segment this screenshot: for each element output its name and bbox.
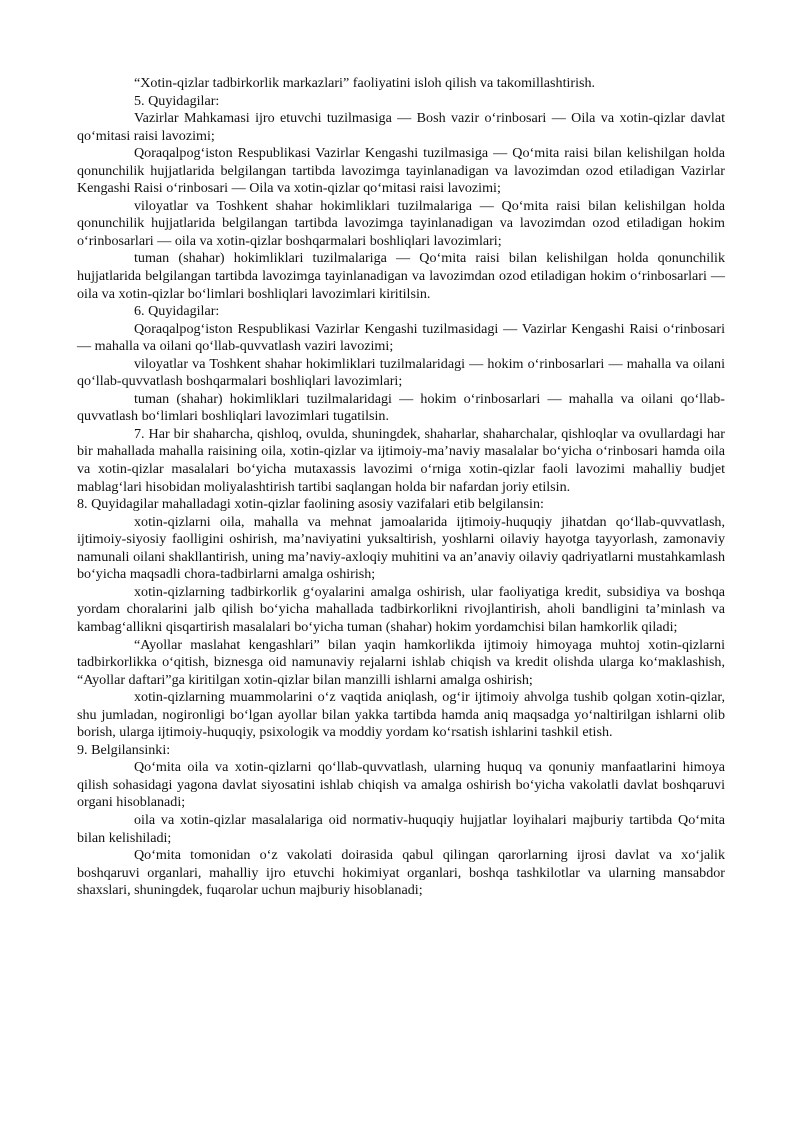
paragraph: 7. Har bir shaharcha, qishloq, ovulda, shuningdek, shaharlar, shaharchalar, qishloqlar va ovullardagi har bir mahallada mahalla raisining oila, xotin-qizlar va ijtimoiy-maʼnaviy masalalar boʻyicha oʻrinbosari hamda oila va xotin-qizlar masalalari boʻyicha mutaxassis lavozimi oʻrniga xotin-qizlar faoli lavozimi mahalliy budjet mablagʻlari hisobidan moliyalashtirish tartibi saqlangan holda bir nafardan joriy etilsin. — [77, 425, 725, 495]
document-page — [77, 75, 725, 900]
paragraph: viloyatlar va Toshkent shahar hokimliklari tuzilmalariga — Qoʻmita raisi bilan kelishilgan holda qonunchilik hujjatlarida belgilangan tartibda lavozimga tayinlanadigan va lavozimdan ozod etiladigan hokim oʻrinbosarlari — oila va xotin-qizlar boshqarmalari boshliqlari lavozimlari; — [77, 197, 725, 249]
paragraph: viloyatlar va Toshkent shahar hokimliklari tuzilmalaridagi — hokim oʻrinbosarlari — mahalla va oilani qoʻllab-quvvatlash boshqarmalari boshliqlari lavozimlari; — [77, 355, 725, 390]
paragraph: tuman (shahar) hokimliklari tuzilmalaridagi — hokim oʻrinbosarlari — mahalla va oilani qoʻllab-quvvatlash boʻlimlari boshliqlari lavozimlari tugatilsin. — [77, 390, 725, 425]
paragraph: oila va xotin-qizlar masalalariga oid normativ-huquqiy hujjatlar loyihalari majburiy tartibda Qoʻmita bilan kelishiladi; — [77, 811, 725, 846]
paragraph: tuman (shahar) hokimliklari tuzilmalariga — Qoʻmita raisi bilan kelishilgan holda qonunchilik hujjatlarida belgilangan tartibda lavozimga tayinlanadigan va lavozimdan ozod etiladigan hokim oʻrinbosarlari — oila va xotin-qizlar boʻlimlari boshliqlari lavozimlari kiritilsin. — [77, 250, 725, 302]
paragraph: “Xotin-qizlar tadbirkorlik markazlari” faoliyatini isloh qilish va takomillashtirish. — [134, 75, 596, 91]
paragraph: Vazirlar Mahkamasi ijro etuvchi tuzilmasiga — Bosh vazir oʻrinbosari — Oila va xotin-qizlar davlat qoʻmitasi raisi lavozimi; — [77, 110, 725, 144]
paragraph: 8. Quyidagilar mahalladagi xotin-qizlar faolining asosiy vazifalari etib belgilansin: — [77, 496, 544, 513]
paragraph: xotin-qizlarning tadbirkorlik gʻoyalarini amalga oshirish, ular faoliyatiga kredit, subsidiya va boshqa yordam choralarini jalb qilish boʻyicha mahallada tadbirkorlikni rivojlantirish, aholi bandligini taʼminlash va kambagʻallikni qisqartirish masalalari boʻyicha tuman (shahar) hokim yordamchisi bilan hamkorlik qiladi; — [77, 583, 725, 635]
paragraph: xotin-qizlarning muammolarini oʻz vaqtida aniqlash, ogʻir ijtimoiy ahvolga tushib qolgan xotin-qizlar, shu jumladan, nogironligi boʻlgan ayollar bilan yakka tartibda hamda aniq maqsadga yoʻnaltirilgan ishlarni olib borish, ularga ijtimoiy-huquqiy, psixologik va moddiy yordam koʻrsatish ishlarini tashkil etish. — [77, 689, 725, 741]
paragraph: Qoʻmita oila va xotin-qizlarni qoʻllab-quvvatlash, ularning huquq va qonuniy manfaatlarini himoya qilish sohasidagi yagona davlat siyosatini ishlab chiqish va amalga oshirish boʻyicha vakolatli davlat boshqaruvi organi hisoblanadi; — [77, 759, 725, 811]
paragraph: 5. Quyidagilar: — [134, 92, 220, 109]
paragraph: xotin-qizlarni oila, mahalla va mehnat jamoalarida ijtimoiy-huquqiy jihatdan qoʻllab-quvvatlash, ijtimoiy-siyosiy faolligini oshirish, maʼnaviyatini yuksaltirish, yoshlarni oilaviy hayotga tayyorlash, zamonaviy namunali oilani shakllantirish, uning maʼnaviy-axloqiy muhitini va anʼanaviy oilaviy qadriyatlarni mustahkamlash boʻyicha maqsadli chora-tadbirlarni amalga oshirish; — [77, 513, 725, 583]
paragraph: Qoraqalpogʻiston Respublikasi Vazirlar Kengashi tuzilmasiga — Qoʻmita raisi bilan kelishilgan holda qonunchilik hujjatlarida belgilangan tartibda lavozimga tayinlanadigan va lavozimdan ozod etiladigan Vazirlar Kengashi Raisi oʻrinbosari — Oila va xotin-qizlar qoʻmitasi raisi lavozimi; — [77, 145, 725, 197]
paragraph: 9. Belgilansinki: — [77, 741, 171, 758]
paragraph: Qoʻmita tomonidan oʻz vakolati doirasida qabul qilingan qarorlarning ijrosi davlat va xoʻjalik boshqaruvi organlari, mahalliy ijro etuvchi hokimiyat organlari, boshqa tashkilotlar va ularning mansabdor shaxslari, shuningdek, fuqarolar uchun majburiy hisoblanadi; — [77, 847, 725, 899]
paragraph: “Ayollar maslahat kengashlari” bilan yaqin hamkorlikda ijtimoiy himoyaga muhtoj xotin-qizlarni tadbirkorlikka oʻqitish, biznesga oid namunaviy rejalarni ishlab chiqish va kredit olishda ularga koʻmaklashish, “Ayollar daftari”ga kiritilgan xotin-qizlar bilan manzilli ishlarni amalga oshirish; — [77, 636, 725, 688]
paragraph: 6. Quyidagilar: — [134, 303, 220, 320]
paragraph: Qoraqalpogʻiston Respublikasi Vazirlar Kengashi tuzilmasidagi — Vazirlar Kengashi Raisi oʻrinbosari — mahalla va oilani qoʻllab-quvvatlash vaziri lavozimi; — [77, 320, 725, 355]
